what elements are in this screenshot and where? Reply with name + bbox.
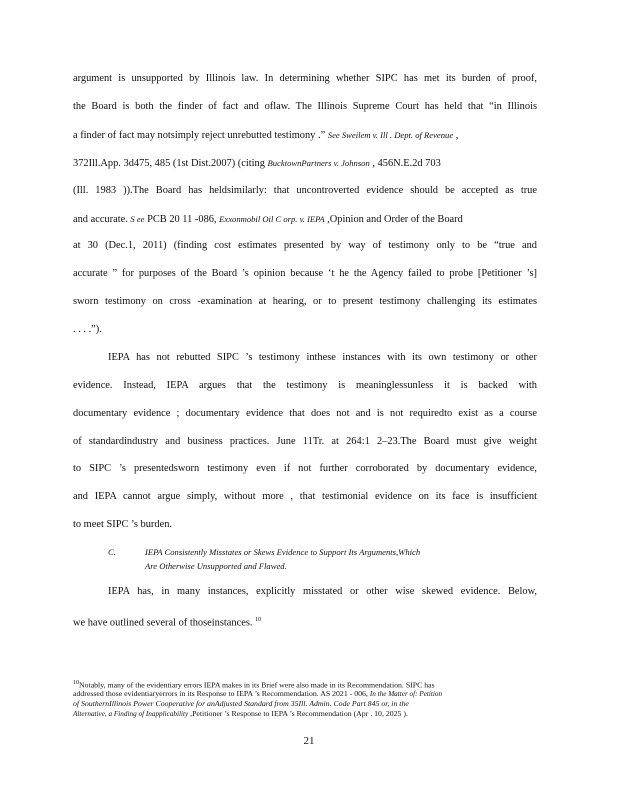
footnote-line — [73, 689, 537, 699]
body-line: argument is unsupported by Illinois law. In determining whether SIPC has met its burden of proof, — [73, 73, 537, 84]
body-line: (Ill. 1983 )).The Board has heldsimilarly: that uncontroverted evidence should be accepted as true — [73, 185, 537, 196]
body-text: ,Opinion and Order of the Board — [324, 214, 463, 225]
page-number: 21 — [303, 735, 315, 747]
footnote-mark: 10 — [73, 680, 79, 686]
footnote-line: of SouthernIllinois Power Cooperative for anAdjusted Standard from 35Ill. Admin. Code Part 845 or, in the — [73, 699, 409, 708]
body-line: of standardindustry and business practices. June 11Tr. at 264:1 2–23.The Board must give weight — [73, 436, 537, 447]
body-line: the Board is both the finder of fact and oflaw. The Illinois Supreme Court has held that “in Illinois — [73, 101, 537, 112]
footnote-line — [73, 709, 537, 719]
citation: S ee — [130, 214, 145, 224]
body-line: IEPA has not rebutted SIPC ’s testimony inthese instances with its own testimony or other — [108, 352, 537, 363]
citation: See Sweilem v. Ill . Dept. of Revenue — [327, 130, 454, 140]
body-line — [73, 157, 537, 170]
footnote-line — [73, 679, 537, 690]
footnote-reference: 10 — [255, 617, 262, 623]
citation: BucktownPartners v. Johnson — [267, 158, 370, 168]
body-text: a finder of fact may notsimply reject unrebutted testimony .” — [73, 130, 328, 141]
body-line: sworn testimony on cross -examination at hearing, or to present testimony challenging its estimates — [73, 296, 537, 307]
footnote-text: ,Petitioner ’s Response to IEPA ’s Recommendation (Apr . 10, 2025 ). — [188, 709, 408, 718]
body-text: 372Ill.App. 3d475, 485 (1st Dist.2007) (citing — [73, 158, 268, 169]
footnote-text: Notably, many of the evidentiary errors IEPA makes in its Brief were also made in its Recommendation. SIPC has — [79, 680, 435, 690]
body-line: evidence. Instead, IEPA argues that the testimony is meaninglessunless it is backed with — [73, 380, 537, 391]
body-line: IEPA has, in many instances, explicitly misstated or other wise skewed evidence. Below, — [108, 586, 537, 597]
body-line: at 30 (Dec.1, 2011) (finding cost estimates presented by way of testimony only to be “true and — [73, 240, 537, 251]
body-line — [73, 213, 537, 226]
section-heading-line-1: IEPA Consistently Misstates or Skews Evidence to Support Its Arguments,Which — [145, 547, 421, 557]
body-line: accurate ” for purposes of the Board ’s opinion because ‘t he the Agency failed to probe [Petitioner ’s] — [73, 268, 537, 279]
body-line — [73, 614, 537, 629]
body-text: , 456N.E.2d 703 — [369, 158, 441, 169]
body-line: . . . .”). — [73, 324, 102, 335]
body-line: to SIPC ’s presentedsworn testimony even if not further corroborated by documentary evidence, — [73, 463, 537, 474]
section-heading-line-2: Are Otherwise Unsupported and Flawed. — [145, 561, 287, 571]
body-text: , — [453, 130, 459, 141]
section-heading-letter: C. — [108, 547, 116, 557]
body-text: and accurate. — [73, 214, 131, 225]
footnote-citation: Alternative, a Finding of Inapplicability — [73, 710, 189, 718]
body-line — [73, 129, 537, 142]
body-line: to meet SIPC ’s burden. — [73, 519, 172, 530]
citation: Exxonmobil Oil C orp. v. IEPA — [219, 214, 325, 224]
footnote-text: addressed those evidentiaryerrors in its Response to IEPA ’s Recommendation. AS 2021 - 006, — [73, 689, 370, 698]
body-text: we have outlined several of thoseinstances. — [73, 617, 256, 629]
body-line: documentary evidence ; documentary evidence that does not and is not requiredto exist as a course — [73, 408, 537, 419]
footnote-citation: In the Matter of: Petition — [369, 690, 443, 698]
body-line: and IEPA cannot argue simply, without more , that testimonial evidence on its face is insufficient — [73, 491, 537, 502]
body-text: PCB 20 11 -086, — [144, 214, 220, 225]
